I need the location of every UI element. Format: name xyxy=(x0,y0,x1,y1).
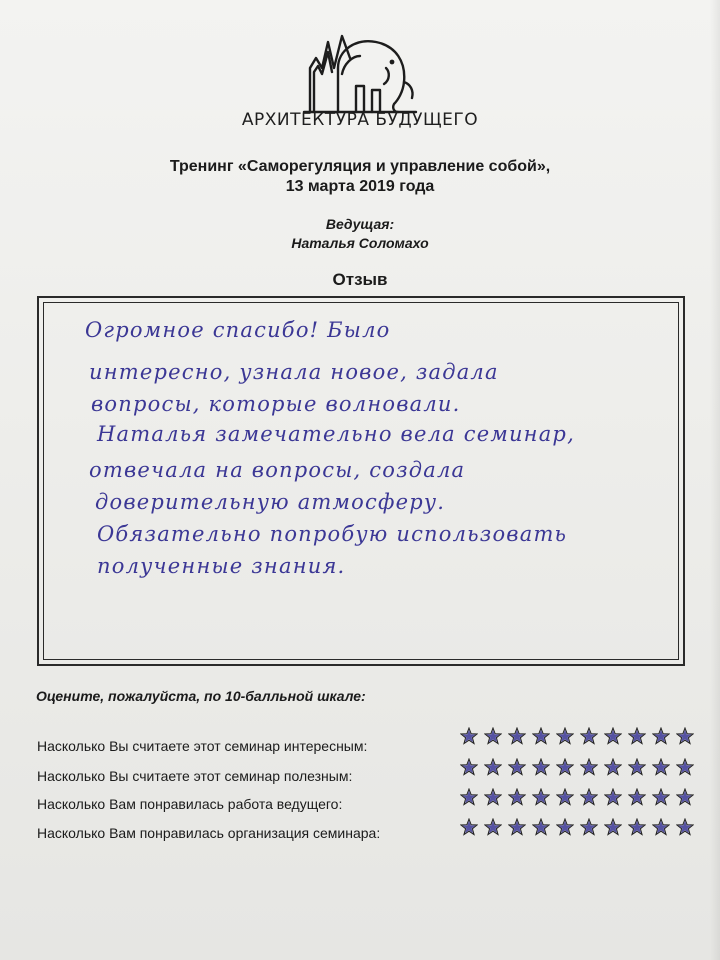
star-icon[interactable] xyxy=(628,818,646,836)
star-icon[interactable] xyxy=(556,788,574,806)
star-icon[interactable] xyxy=(604,727,622,745)
star-icon[interactable] xyxy=(676,818,694,836)
star-icon[interactable] xyxy=(580,727,598,745)
handwritten-review xyxy=(39,298,679,658)
review-line: Огромное спасибо! Было xyxy=(85,318,391,342)
star-icon[interactable] xyxy=(556,758,574,776)
star-icon[interactable] xyxy=(484,818,502,836)
elephant-logo-icon xyxy=(298,28,422,114)
review-line: отвечала на вопросы, создала xyxy=(89,458,466,482)
review-box xyxy=(37,296,685,666)
review-line: полученные знания. xyxy=(97,554,346,578)
training-title: Тренинг «Саморегуляция и управление собой», xyxy=(169,158,551,175)
review-line: Наталья замечательно вела семинар, xyxy=(97,422,575,446)
logo-wordmark: АРХИТЕКТУРА БУДУЩЕГО xyxy=(241,110,479,130)
star-icon[interactable] xyxy=(580,758,598,776)
star-icon[interactable] xyxy=(460,788,478,806)
star-icon[interactable] xyxy=(532,727,550,745)
review-line: интересно, узнала новое, задала xyxy=(89,360,499,384)
star-icon[interactable] xyxy=(628,727,646,745)
star-icon[interactable] xyxy=(676,758,694,776)
star-icon[interactable] xyxy=(652,758,670,776)
star-icon[interactable] xyxy=(628,758,646,776)
star-icon[interactable] xyxy=(508,788,526,806)
star-icon[interactable] xyxy=(580,788,598,806)
star-icon[interactable] xyxy=(484,788,502,806)
star-icon[interactable] xyxy=(604,758,622,776)
star-icon[interactable] xyxy=(652,727,670,745)
training-date: 13 марта 2019 года xyxy=(285,178,435,195)
star-icon[interactable] xyxy=(676,727,694,745)
question-useful: Насколько Вы считаете этот семинар полезным: xyxy=(37,768,353,784)
host-name: Наталья Соломахо xyxy=(291,235,429,251)
host-label: Ведущая: xyxy=(325,216,395,232)
review-line: Обязательно попробую использовать xyxy=(97,522,568,546)
star-icon[interactable] xyxy=(556,727,574,745)
star-icon[interactable] xyxy=(460,727,478,745)
star-icon[interactable] xyxy=(532,758,550,776)
star-icon[interactable] xyxy=(484,727,502,745)
star-icon[interactable] xyxy=(604,788,622,806)
question-host: Насколько Вам понравилась работа ведущего: xyxy=(37,796,343,812)
review-line: доверительную атмосферу. xyxy=(95,490,446,514)
star-icon[interactable] xyxy=(532,818,550,836)
page-edge-shadow xyxy=(710,0,720,960)
star-icon[interactable] xyxy=(508,727,526,745)
review-line: вопросы, которые волновали. xyxy=(91,392,461,416)
star-icon[interactable] xyxy=(460,818,478,836)
star-icon[interactable] xyxy=(556,818,574,836)
star-icon[interactable] xyxy=(508,758,526,776)
star-icon[interactable] xyxy=(532,788,550,806)
question-organization: Насколько Вам понравилась организация семинара: xyxy=(37,825,381,841)
star-icon[interactable] xyxy=(604,818,622,836)
star-icon[interactable] xyxy=(484,758,502,776)
star-icon[interactable] xyxy=(652,818,670,836)
star-icon[interactable] xyxy=(676,788,694,806)
rating-heading: Оцените, пожалуйста, по 10-балльной шкале: xyxy=(36,688,366,704)
star-icon[interactable] xyxy=(460,758,478,776)
question-interesting: Насколько Вы считаете этот семинар интересным: xyxy=(37,738,368,754)
star-icon[interactable] xyxy=(652,788,670,806)
star-icon[interactable] xyxy=(508,818,526,836)
review-heading: Отзыв xyxy=(332,270,388,289)
star-icon[interactable] xyxy=(628,788,646,806)
star-icon[interactable] xyxy=(580,818,598,836)
